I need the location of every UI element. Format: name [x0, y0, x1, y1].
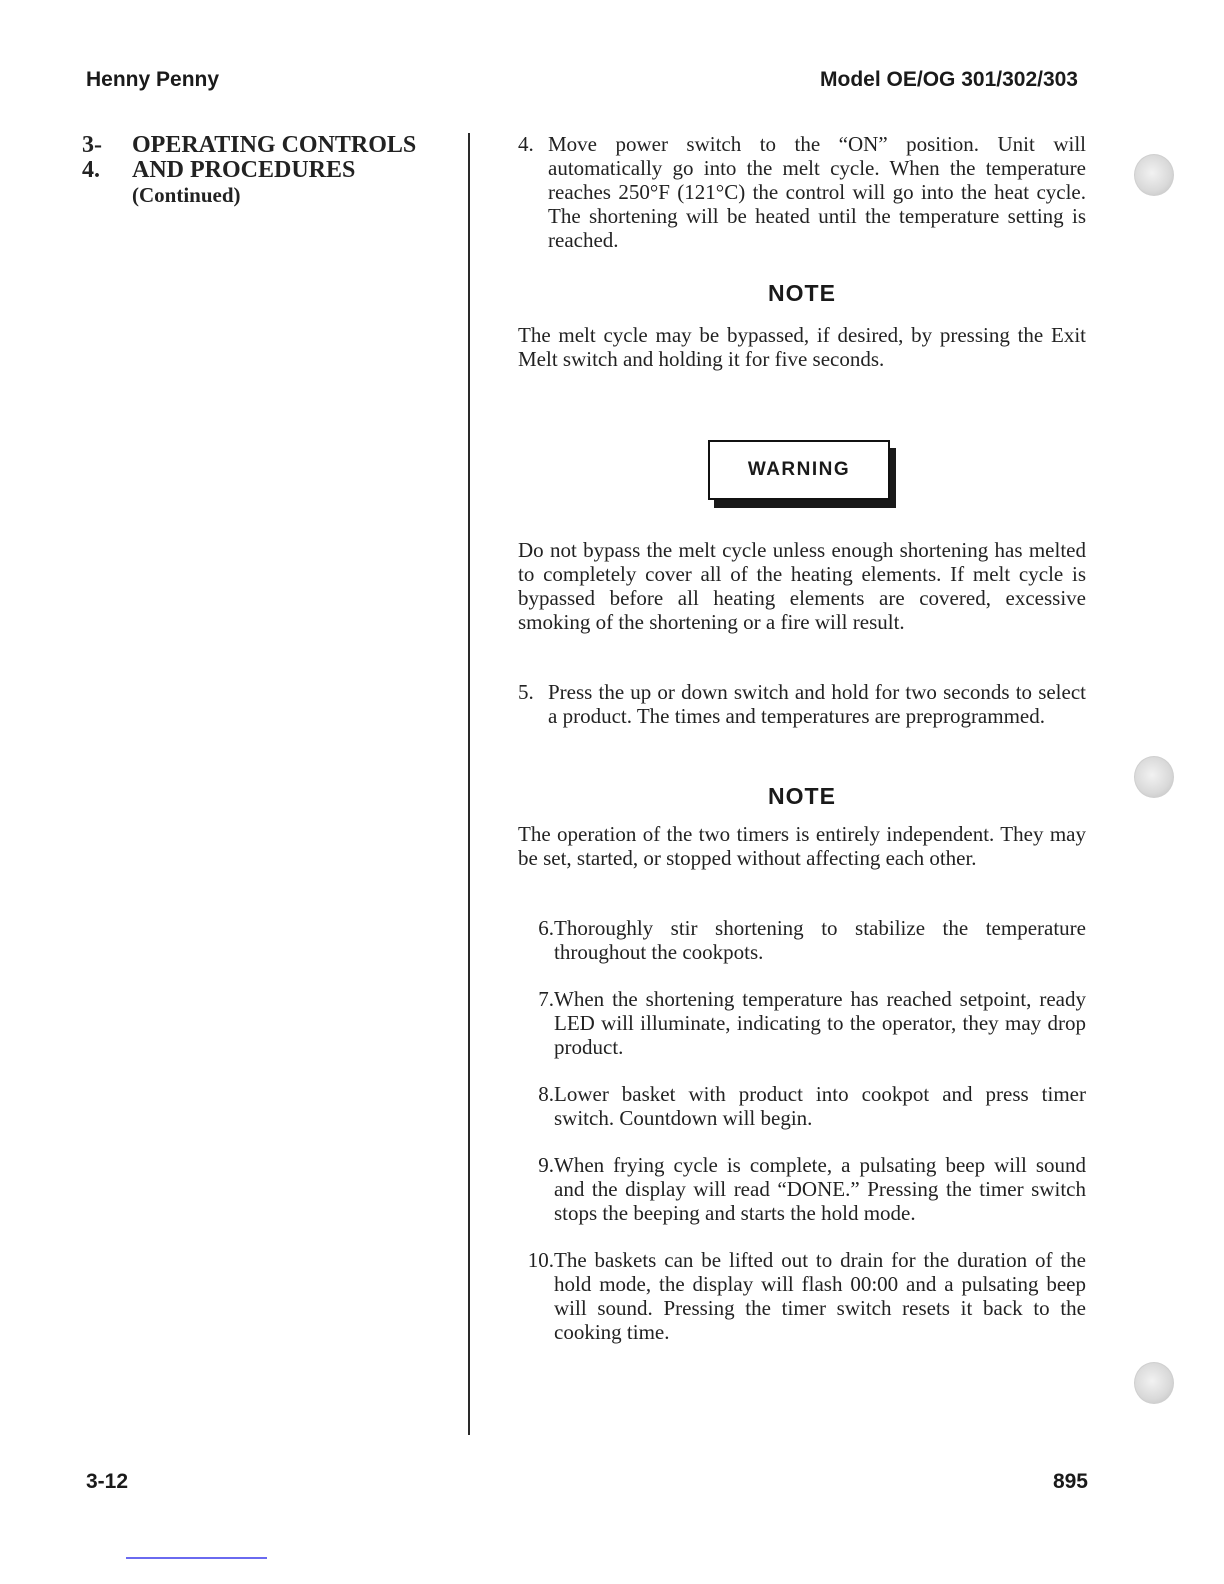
- note-heading: NOTE: [768, 783, 836, 809]
- step-10: [518, 1248, 1086, 1344]
- document-number: 895: [1052, 1470, 1088, 1493]
- step-number: 5.: [518, 680, 534, 704]
- section-number: 3-4.: [82, 132, 102, 183]
- column-divider: [468, 133, 470, 1435]
- step-number: 7.: [538, 987, 554, 1011]
- scan-mark: [126, 1557, 267, 1559]
- step-9: [518, 1153, 1086, 1225]
- punch-hole-icon: [1134, 154, 1174, 196]
- punch-hole-icon: [1134, 756, 1174, 798]
- section-continued: (Continued): [132, 183, 241, 207]
- step-number: 6.: [538, 916, 554, 940]
- running-header-left: Henny Penny: [86, 68, 220, 91]
- section-title-line2: AND PROCEDURES: [132, 157, 356, 183]
- note-text: The operation of the two timers is entirely independent. They may be set, started, or stopped without affecting each other.: [518, 822, 1086, 870]
- step-number: 10.: [527, 1248, 554, 1272]
- running-header-right: Model OE/OG 301/302/303: [820, 68, 1078, 91]
- note-heading: NOTE: [768, 280, 836, 306]
- step-text: When the shortening temperature has reached setpoint, ready LED will illuminate, indicating to the operator, they may drop product.: [554, 987, 1086, 1059]
- step-text: Move power switch to the “ON” position. Unit will automatically go into the melt cycle. When the temperature reaches 250°F (121°C) the control will go into the heat cycle. The shortening will be heated until the temperature setting is reached.: [548, 132, 1086, 252]
- step-8: [518, 1082, 1086, 1130]
- step-text: The baskets can be lifted out to drain for the duration of the hold mode, the display will flash 00:00 and a pulsating beep will sound. Pressing the timer switch resets it back to the cooking time.: [554, 1248, 1086, 1344]
- section-title-line1: OPERATING CONTROLS: [132, 132, 417, 158]
- step-text: Lower basket with product into cookpot and press timer switch. Countdown will begin.: [554, 1082, 1086, 1130]
- step-number: 4.: [518, 132, 534, 156]
- warning-box: [708, 440, 890, 500]
- step-4: [518, 132, 1086, 252]
- step-text: Thoroughly stir shortening to stabilize the temperature throughout the cookpots.: [554, 916, 1086, 964]
- warning-heading: WARNING: [747, 459, 851, 480]
- step-6: [518, 916, 1086, 964]
- note-text: The melt cycle may be bypassed, if desired, by pressing the Exit Melt switch and holding it for five seconds.: [518, 323, 1086, 371]
- step-number: 9.: [538, 1153, 554, 1177]
- step-text: Press the up or down switch and hold for two seconds to select a product. The times and temperatures are preprogrammed.: [548, 680, 1086, 728]
- step-5: [518, 680, 1086, 728]
- punch-hole-icon: [1134, 1362, 1174, 1404]
- warning-text: Do not bypass the melt cycle unless enough shortening has melted to completely cover all of the heating elements. If melt cycle is bypassed before all heating elements are covered, excessive smoking of the shortening or a fire will result.: [518, 538, 1086, 634]
- step-number: 8.: [538, 1082, 554, 1106]
- step-7: [518, 987, 1086, 1059]
- page-number: 3-12: [86, 1470, 129, 1493]
- step-text: When frying cycle is complete, a pulsating beep will sound and the display will read “DONE.” Pressing the timer switch stops the beeping and starts the hold mode.: [554, 1153, 1086, 1225]
